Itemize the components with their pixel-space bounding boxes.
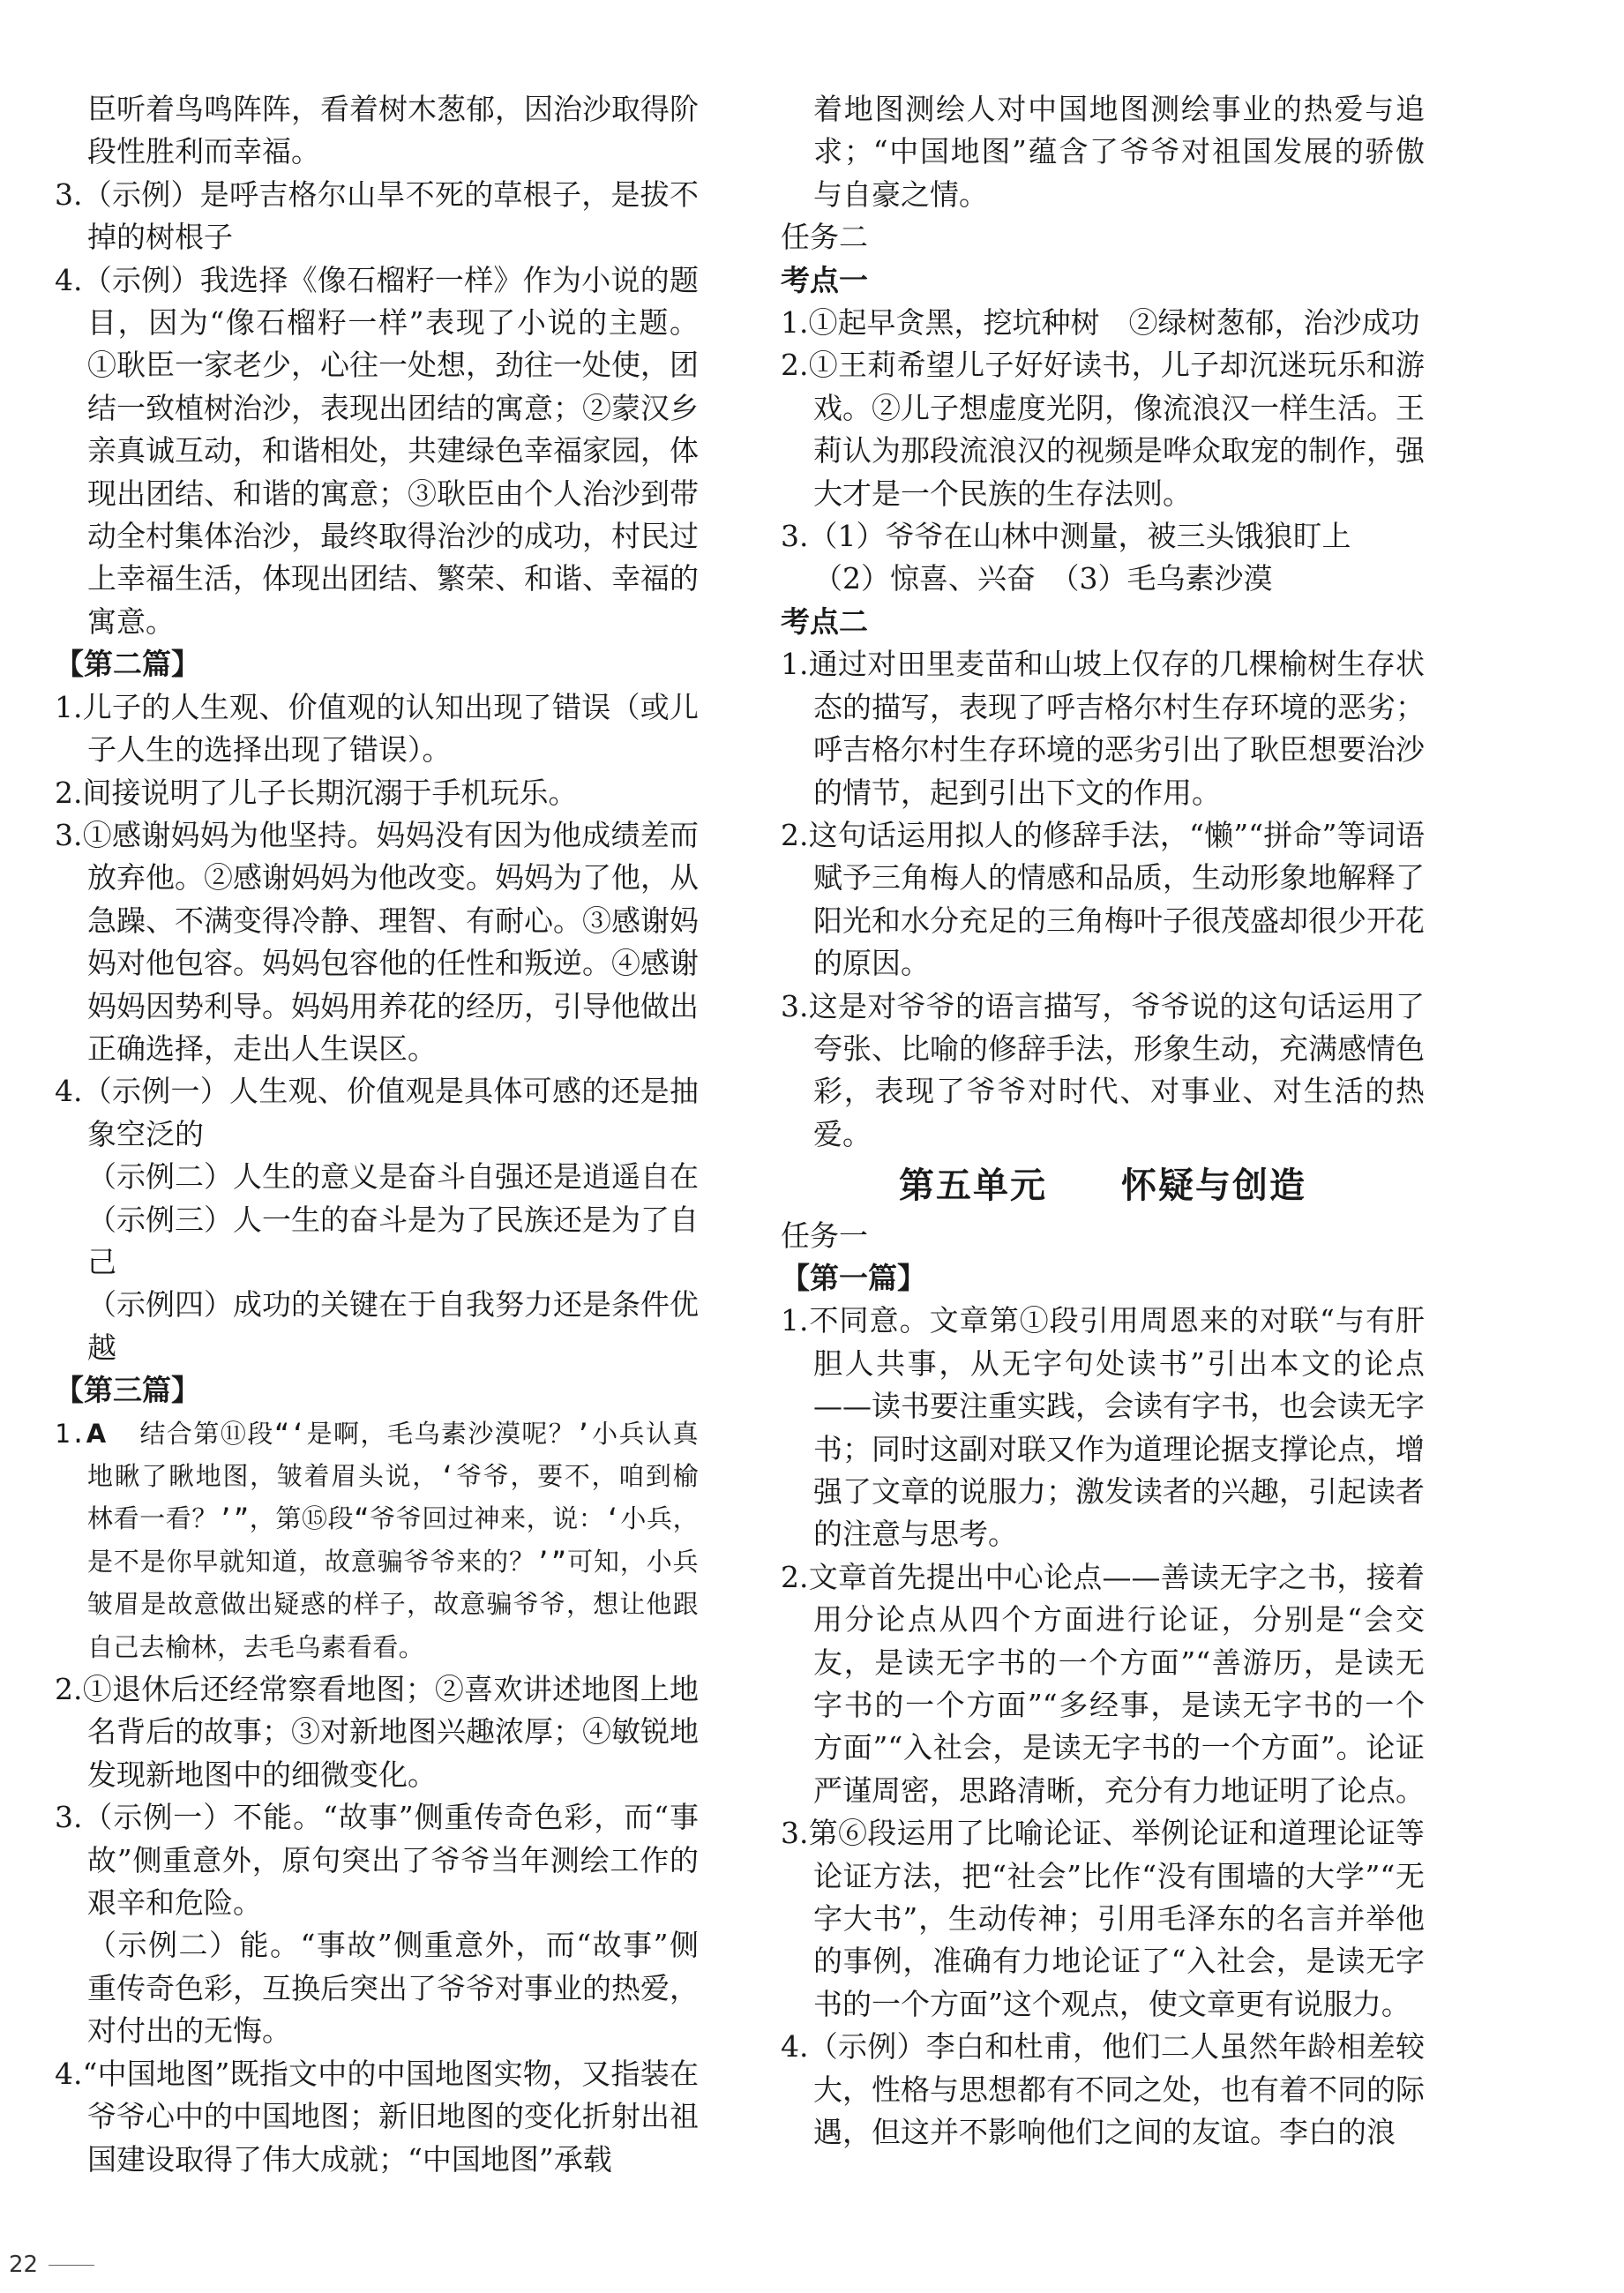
right-continuation: 着地图测绘人对中国地图测绘事业的热爱与追求；“中国地图”蕴含了爷爷对祖国发展的骄傲与自豪之情。 — [813, 92, 1425, 212]
p2-answer-1: 1.儿子的人生观、价值观的认知出现了错误（或儿子人生的选择出现了错误）。 — [55, 689, 699, 768]
u-answer-3: 3.第⑥段运用了比喻论证、举例论证和道理论证等论证方法，把“社会”比作“没有围墙的大学”“无字大书”，生动传神；引用毛泽东的名言并举他的事例，准确有力地论证了“入社会，是读无字书的一个方面”这个观点，使文章更有说服力。 — [781, 1816, 1425, 2021]
u-answer-1: 1.不同意。文章第①段引用周恩来的对联“与有肝胆人共事，从无字句处读书”引出本文的论点——读书要注重实践，会读有字书，也会读无字书；同时这副对联又作为道理论据支撑论点，增强了文章的说服力；激发读者的兴趣，引起读者的注意与思考。 — [781, 1303, 1425, 1552]
answer-3: 3.（示例）是呼吉格尔山旱不死的草根子，是拔不掉的树根子 — [55, 176, 699, 255]
u-answer-2: 2.文章首先提出中心论点——善读无字之书，接着用分论点从四个方面进行论证，分别是“会交友，是读无字书的一个方面”“善游历，是读无字书的一个方面”“多经事，是读无字书的一个方面”“入社会，是读无字书的一个方面”。论证严谨周密，思路清晰，充分有力地证明了论点。 — [781, 1559, 1425, 1808]
k1-answer-3a: 3.（1）爷爷在山林中测量，被三头饿狼盯上 — [781, 519, 1351, 554]
left-continuation: 臣听着鸟鸣阵阵，看着树木葱郁，因治沙取得阶段性胜利而幸福。 — [87, 92, 699, 169]
kaodian-1-heading: 考点一 — [781, 262, 868, 297]
k1-answer-2: 2.①王莉希望儿子好好读书，儿子却沉迷玩乐和游戏。②儿子想虚度光阴，像流浪汉一样生活。王莉认为那段流浪汉的视频是哗众取宠的制作，强大才是一个民族的生存法则。 — [781, 348, 1425, 511]
p2-answer-2: 2.间接说明了儿子长期沉溺于手机玩乐。 — [55, 775, 578, 810]
p3-answer-1 — [55, 1413, 699, 1668]
section-heading-3: 【第三篇】 — [55, 1373, 200, 1408]
p3-answer-3a: 3.（示例一）不能。“故事”侧重传奇色彩，而“事故”侧重意外，原句突出了爷爷当年测绘工作的艰辛和危险。 — [55, 1800, 699, 1921]
p2-answer-4d: （示例四）成功的关键在于自我努力还是条件优越 — [87, 1287, 699, 1365]
answer-4: 4.（示例）我选择《像石榴籽一样》作为小说的题目，因为“像石榴籽一样”表现了小说的主题。①耿臣一家老少，心往一处想，劲往一处使，团结一致植树治沙，表现出团结的寓意；②蒙汉乡亲真诚互动，和谐相处，共建绿色幸福家园，体现出团结、和谐的寓意；③耿臣由个人治沙到带动全村集体治沙，最终取得治沙的成功，村民过上幸福生活，体现出团结、繁荣、和谐、幸福的寓意。 — [55, 262, 699, 639]
p2-answer-4c: （示例三）人一生的奋斗是为了民族还是为了自己 — [87, 1202, 699, 1279]
section-heading-1: 【第一篇】 — [781, 1260, 926, 1295]
p3-answer-1-text: 结合第⑪段“‘是啊，毛乌素沙漠呢？’小兵认真地瞅了瞅地图，皱着眉头说，‘爷爷，要不，咱到榆林看一看？’”，第⑮段“爷爷回过神来，说：‘小兵，是不是你早就知道，故意骗爷爷来的？’”可知，小兵皱眉是故意做出疑惑的样子，故意骗爷爷，想让他跟自己去榆林，去毛乌素看看。 — [87, 1418, 699, 1662]
k2-answer-1: 1.通过对田里麦苗和山坡上仅存的几棵榆树生存状态的描写，表现了呼吉格尔村生存环境的恶劣；呼吉格尔村生存环境的恶劣引出了耿臣想要治沙的情节，起到引出下文的作用。 — [781, 647, 1425, 810]
task-2-heading: 任务二 — [781, 220, 868, 255]
u-answer-4: 4.（示例）李白和杜甫，他们二人虽然年龄相差较大，性格与思想都有不同之处，也有着不同的际遇，但这并不影响他们之间的友谊。李白的浪 — [781, 2029, 1425, 2150]
page-number: 22 — [9, 2252, 39, 2278]
p3-answer-3b: （示例二）能。“事故”侧重意外，而“故事”侧重传奇色彩，互换后突出了爷爷对事业的热爱，对付出的无悔。 — [87, 1928, 699, 2049]
unit-5-title: 第五单元 怀疑与创造 — [899, 1165, 1306, 1207]
k1-answer-3b: （2）惊喜、兴奋 （3）毛乌素沙漠 — [813, 561, 1273, 596]
p2-answer-4b: （示例二）人生的意义是奋斗自强还是逍遥自在 — [87, 1159, 699, 1195]
p3-answer-2: 2.①退休后还经常察看地图；②喜欢讲述地图上地名背后的故事；③对新地图兴趣浓厚；④敏锐地发现新地图中的细微变化。 — [55, 1672, 699, 1792]
kaodian-2-heading: 考点二 — [781, 603, 868, 639]
task-1-heading: 任务一 — [781, 1218, 868, 1253]
p3-answer-1-num: 1. — [55, 1418, 86, 1449]
k2-answer-2: 2.这句话运用拟人的修辞手法，“懒”“拼命”等词语赋予三角梅人的情感和品质，生动形象地解释了阳光和水分充足的三角梅叶子很茂盛却很少开花的原因。 — [781, 817, 1425, 981]
right-column — [781, 88, 1425, 2154]
left-column — [55, 88, 699, 2181]
k1-answer-1: 1.①起早贪黑，挖坑种树 ②绿树葱郁，治沙成功 — [781, 305, 1420, 341]
footer-rule — [49, 2265, 94, 2266]
p2-answer-3: 3.①感谢妈妈为他坚持。妈妈没有因为他成绩差而放弃他。②感谢妈妈为他改变。妈妈为了他，从急躁、不满变得冷静、理智、有耐心。③感谢妈妈对他包容。妈妈包容他的任性和叛逆。④感谢妈妈因势利导。妈妈用养花的经历，引导他做出正确选择，走出人生误区。 — [55, 817, 699, 1066]
k2-answer-3: 3.这是对爷爷的语言描写，爷爷说的这句话运用了夸张、比喻的修辞手法，形象生动，充满感情色彩，表现了爷爷对时代、对事业、对生活的热爱。 — [781, 988, 1425, 1151]
page-footer — [9, 2252, 94, 2278]
p2-answer-4a: 4.（示例一）人生观、价值观是具体可感的还是抽象空泛的 — [55, 1074, 699, 1151]
section-heading-2: 【第二篇】 — [55, 647, 200, 682]
p3-answer-4: 4.“中国地图”既指文中的中国地图实物，又指装在爷爷心中的中国地图；新旧地图的变化折射出祖国建设取得了伟大成就；“中国地图”承载 — [55, 2056, 699, 2177]
p3-answer-1-choice: A — [86, 1418, 107, 1449]
